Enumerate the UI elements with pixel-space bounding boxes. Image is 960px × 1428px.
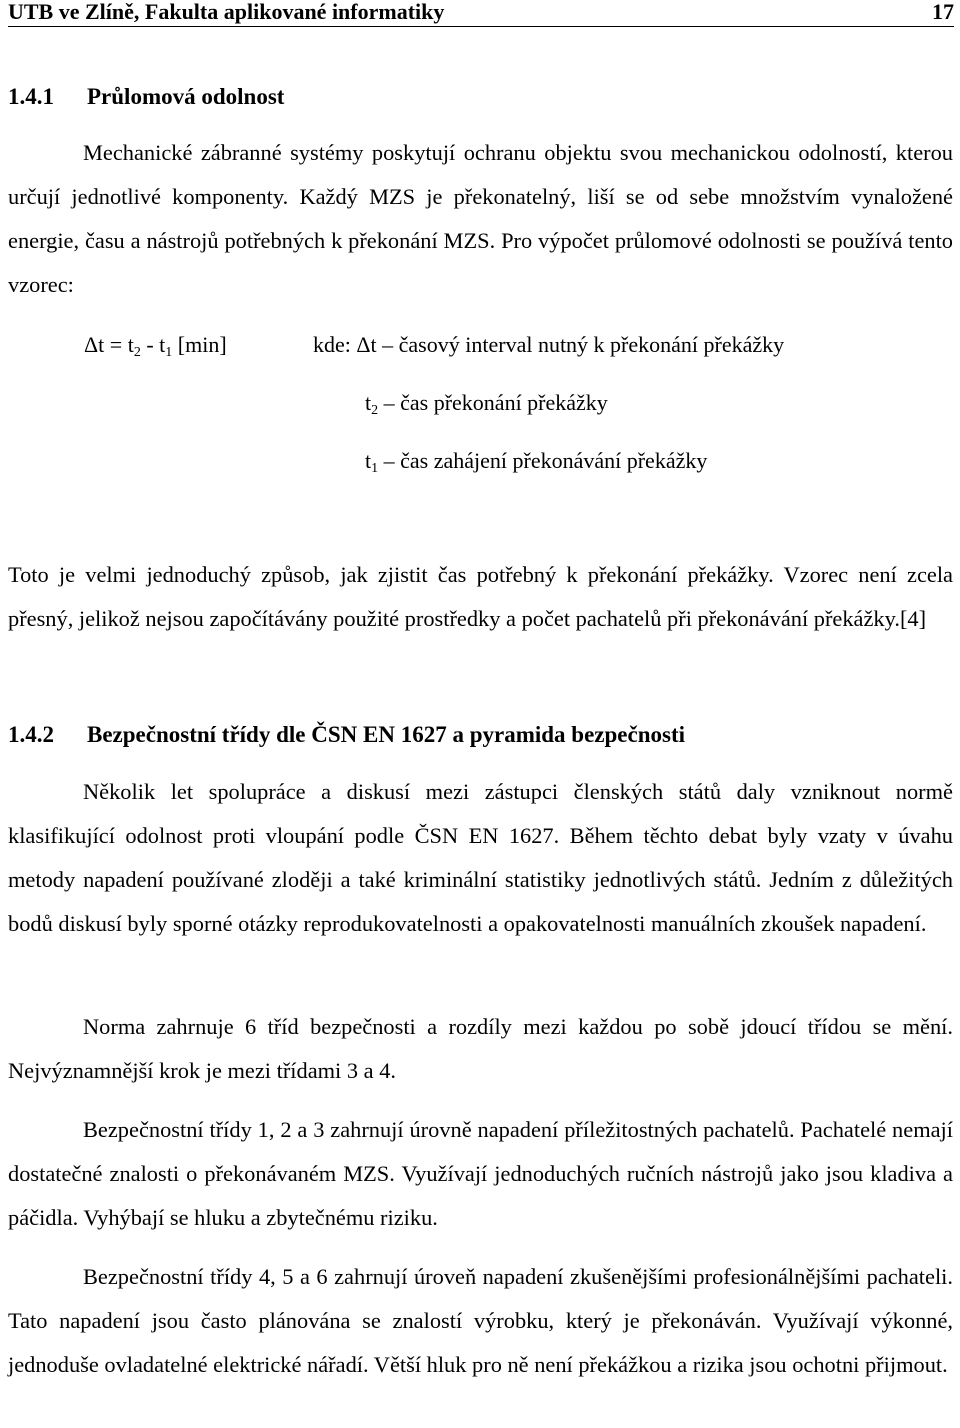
formula-delta-t: Δt [84,332,105,357]
formula-t2-sub: 2 [133,345,141,360]
formula-minus: - [146,332,154,357]
paragraph-bezpecnostni-tridy-2 [8,1005,953,1093]
paragraph-text: Bezpečnostní třídy 4, 5 a 6 zahrnují úroveň napadení zkušenějšími profesionálnějšími pachateli. Tato napadení jsou často plánována se znalostí výrobku, který je překonáván. Využívají výkonné, jednoduše ovladatelné elektrické nářadí. Větší hluk pro ně není překážkou a rizika jsou ochotni přijmout. [8,1264,953,1377]
paragraph-bezpecnostni-tridy-3 [8,1108,953,1240]
def-symbol: t [365,448,372,473]
paragraph-bezpecnostni-tridy-1 [8,770,953,946]
def-symbol: t [365,390,372,415]
def-text: časový interval nutný k překonání překážky [398,332,785,357]
section-heading-1-4-2 [8,722,685,748]
paragraph-text: Mechanické zábranné systémy poskytují ochranu objektu svou mechanickou odolností, kterou určují jednotlivé komponenty. Každý MZS je překonatelný, liší se od sebe množstvím vynaložené energie, času a nástrojů potřebných k překonání MZS. Pro výpočet průlomové odolnosti se používá tento vzorec: [8,140,953,297]
formula-main [84,332,227,358]
def-dash: – [383,448,395,473]
paragraph-pruolomova-odolnost [8,131,953,307]
def-dash: – [383,390,395,415]
formula-definition-t2 [365,390,608,416]
page-header [8,0,954,27]
section-number: 1.4.1 [8,84,54,109]
formula-definition-delta-t [313,332,784,358]
section-title: Bezpečnostní třídy dle ČSN EN 1627 a pyramida bezpečnosti [87,722,685,747]
def-text: čas překonání překážky [400,390,608,415]
section-heading-1-4-1 [8,84,284,110]
formula-equals: = [109,332,123,357]
header-title: UTB ve Zlíně, Fakulta aplikované informatiky [8,0,445,24]
formula-unit: [min] [177,332,227,357]
def-symbol: Δt [356,332,377,357]
formula-definition-t1 [365,448,707,474]
formula-t1: t [159,332,166,357]
paragraph-after-formula [8,553,953,641]
paragraph-text: Toto je velmi jednoduchý způsob, jak zjistit čas potřebný k překonání překážky. Vzorec není zcela přesný, jelikož nejsou započítávány použité prostředky a počet pachatelů při překonávání překážky.[4] [8,562,953,631]
formula-t2: t [127,332,134,357]
section-number: 1.4.2 [8,722,54,747]
def-symbol-sub: 1 [371,461,379,476]
page-number: 17 [932,0,954,24]
formula-kde-label: kde: [313,332,351,357]
def-dash: – [382,332,394,357]
paragraph-text: Bezpečnostní třídy 1, 2 a 3 zahrnují úrovně napadení příležitostných pachatelů. Pachatelé nemají dostatečné znalosti o překonávaném MZS. Využívají jednoduchých ručních nástrojů jako jsou kladiva a páčidla. Vyhýbají se hluku a zbytečnému riziku. [8,1117,953,1230]
section-title: Průlomová odolnost [87,84,285,109]
paragraph-text: Několik let spolupráce a diskusí mezi zástupci členských států daly vzniknout normě klasifikující odolnost proti vloupání podle ČSN EN 1627. Během těchto debat byly vzaty v úvahu metody napadení používané zloději a také kriminální statistiky jednotlivých států. Jedním z důležitých bodů diskusí byly sporné otázky reprodukovatelnosti a opakovatelnosti manuálních zkoušek napadení. [8,779,953,936]
def-text: čas zahájení překonávání překážky [400,448,708,473]
def-symbol-sub: 2 [371,403,379,418]
formula-t1-sub: 1 [165,345,173,360]
paragraph-bezpecnostni-tridy-4 [8,1255,953,1387]
paragraph-text: Norma zahrnuje 6 tříd bezpečnosti a rozdíly mezi každou po sobě jdoucí třídou se mění. Nejvýznamnější krok je mezi třídami 3 a 4. [8,1014,953,1083]
